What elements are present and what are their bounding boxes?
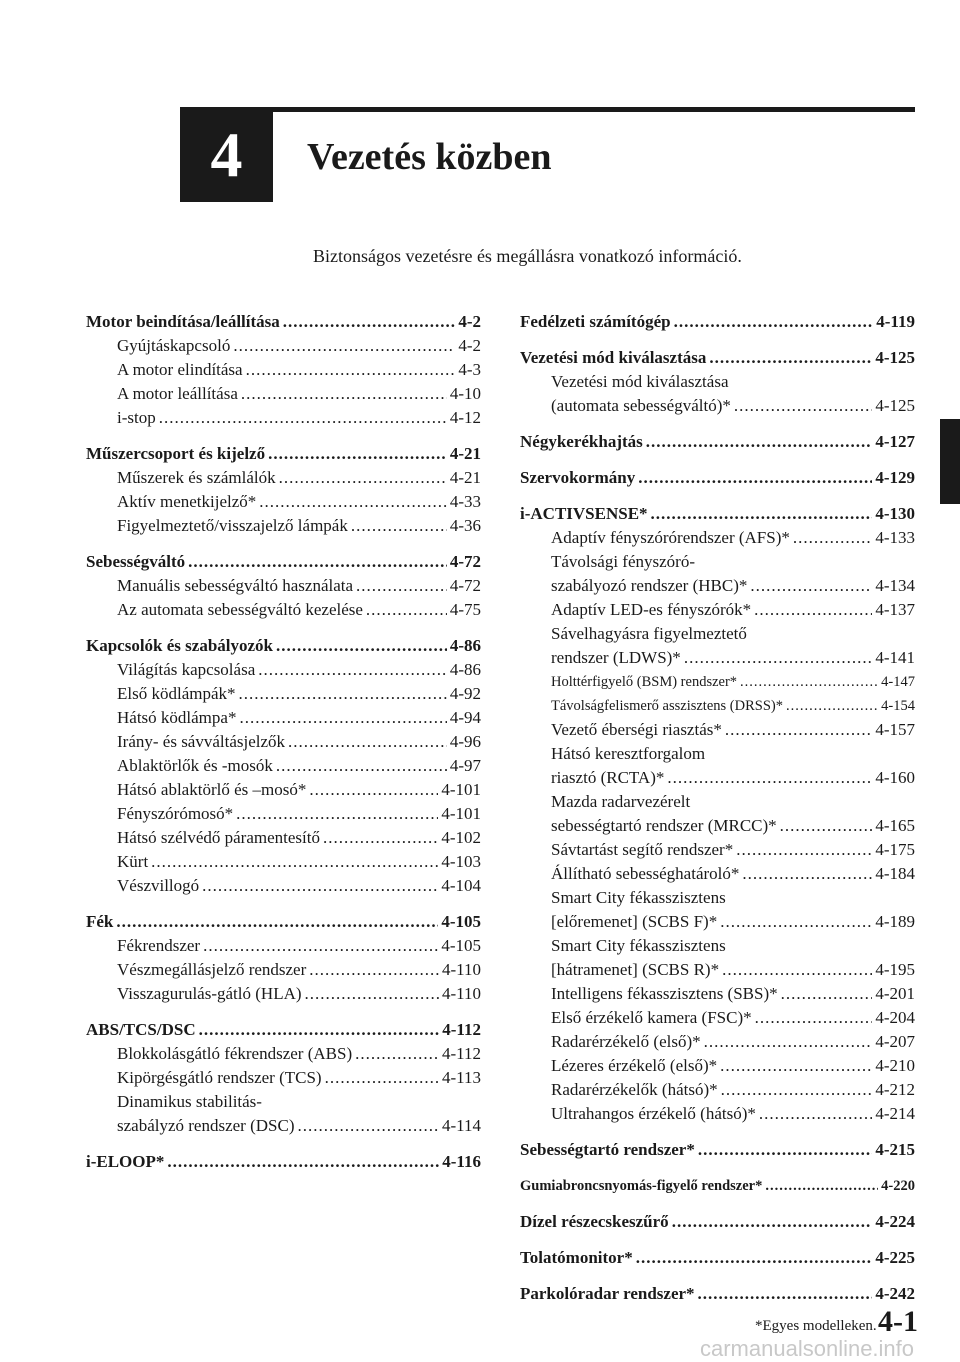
- toc-heading-page: 4-116: [442, 1152, 481, 1171]
- toc-section-heading[interactable]: [520, 502, 915, 526]
- dot-leader: [246, 358, 456, 382]
- toc-entry[interactable]: [86, 754, 481, 778]
- toc-entry-page: 4-113: [441, 1068, 481, 1087]
- toc-section-heading[interactable]: [520, 1174, 915, 1198]
- toc-entry-page: 4-102: [441, 828, 481, 847]
- toc-heading-page: 4-21: [449, 444, 481, 463]
- toc-section: [86, 634, 481, 898]
- toc-entry-page: 4-184: [875, 864, 915, 883]
- toc-entry-page: 4-2: [458, 336, 481, 355]
- toc-entry-title: Gyújtáskapcsoló: [117, 336, 231, 355]
- toc-entry-page: 4-33: [449, 492, 481, 511]
- dot-leader: [646, 430, 873, 454]
- dot-leader: [305, 982, 439, 1006]
- toc-entry[interactable]: [86, 598, 481, 622]
- dot-leader: [351, 514, 447, 538]
- dot-leader: [725, 718, 872, 742]
- toc-entry[interactable]: [86, 490, 481, 514]
- toc-entry-line: Smart City fékasszisztens: [551, 888, 726, 907]
- toc-entry[interactable]: [86, 658, 481, 682]
- toc-section-heading[interactable]: [86, 310, 481, 334]
- toc-entry-page: 4-21: [449, 468, 481, 487]
- dot-leader: [698, 1138, 872, 1162]
- toc-heading-title: i-ACTIVSENSE*: [520, 504, 648, 523]
- chapter-title: Vezetés közben: [307, 136, 552, 178]
- toc-heading-page: 4-72: [449, 552, 481, 571]
- toc-heading-page: 4-220: [881, 1178, 915, 1194]
- toc-entry[interactable]: [86, 826, 481, 850]
- dot-leader: [780, 814, 873, 838]
- toc-section-heading[interactable]: [86, 1018, 481, 1042]
- dot-leader: [793, 526, 872, 550]
- dot-leader: [283, 310, 456, 334]
- dot-leader: [734, 394, 872, 418]
- toc-entry[interactable]: [86, 1066, 481, 1090]
- toc-entry-title: Vészmegállásjelző rendszer: [117, 960, 307, 979]
- toc-entry-title: Ablaktörlők és -mosók: [117, 756, 273, 775]
- toc-entry-title: Radarérzékelő (első)*: [551, 1032, 701, 1051]
- toc-entry[interactable]: [520, 862, 915, 886]
- toc-entry[interactable]: [520, 646, 915, 670]
- toc-entry-title: rendszer (LDWS)*: [551, 648, 681, 667]
- dot-leader: [720, 1054, 872, 1078]
- toc-entry-title: Állítható sebességhatároló*: [551, 864, 740, 883]
- toc-heading-title: Négykerékhajtás: [520, 432, 643, 451]
- dot-leader: [298, 1114, 439, 1138]
- toc-heading-page: 4-125: [875, 348, 915, 367]
- toc-entry-page: 4-97: [449, 756, 481, 775]
- toc-entry-title: Intelligens fékasszisztens (SBS)*: [551, 984, 778, 1003]
- toc-entry-page: 4-10: [449, 384, 481, 403]
- toc-entry-title: Adaptív fényszórórendszer (AFS)*: [551, 528, 790, 547]
- toc-heading-page: 4-242: [875, 1284, 915, 1303]
- dot-leader: [151, 850, 438, 874]
- toc-entry[interactable]: [520, 1030, 915, 1054]
- toc-entry[interactable]: [86, 1114, 481, 1138]
- toc-heading-page: 4-119: [876, 312, 915, 331]
- toc-entry-title: Visszagurulás-gátló (HLA): [117, 984, 302, 1003]
- toc-entry[interactable]: [86, 958, 481, 982]
- toc-entry-line: Smart City fékasszisztens: [551, 936, 726, 955]
- dot-leader: [323, 826, 438, 850]
- toc-entry-title: [előremenet] (SCBS F)*: [551, 912, 718, 931]
- dot-leader: [721, 1078, 873, 1102]
- toc-section-heading[interactable]: [86, 634, 481, 658]
- dot-leader: [239, 682, 447, 706]
- toc-heading-title: Sebességváltó: [86, 552, 186, 571]
- toc-entry[interactable]: [520, 1006, 915, 1030]
- toc-section: [520, 466, 915, 490]
- toc-entry[interactable]: [86, 358, 481, 382]
- toc-entry-page: 4-147: [881, 674, 915, 690]
- toc-entry-page: 4-210: [875, 1056, 915, 1075]
- dot-leader: [698, 1282, 873, 1306]
- dot-leader: [355, 1042, 439, 1066]
- dot-leader: [638, 466, 872, 490]
- chapter-side-tab: [940, 419, 960, 504]
- toc-entry-page: 4-3: [458, 360, 481, 379]
- dot-leader: [236, 802, 438, 826]
- toc-entry-title: Távolságfelismerő asszisztens (DRSS)*: [551, 698, 783, 714]
- toc-entry-line: Távolsági fényszóró-: [551, 552, 695, 571]
- toc-entry[interactable]: [520, 394, 915, 418]
- toc-heading-page: 4-215: [875, 1140, 915, 1159]
- toc-entry-title: Lézeres érzékelő (első)*: [551, 1056, 718, 1075]
- toc-entry[interactable]: [86, 934, 481, 958]
- toc-section-heading[interactable]: [86, 442, 481, 466]
- toc-section: [520, 1174, 915, 1198]
- toc-entry-page: 4-125: [875, 396, 915, 415]
- toc-section: [520, 1282, 915, 1306]
- toc-section-heading[interactable]: [520, 1246, 915, 1270]
- toc-section: [520, 310, 915, 334]
- toc-entry[interactable]: [520, 814, 915, 838]
- toc-heading-title: Parkolóradar rendszer*: [520, 1284, 695, 1303]
- toc-entry-page: 4-141: [875, 648, 915, 667]
- toc-entry-title: Vészvillogó: [117, 876, 200, 895]
- toc-section: [520, 1210, 915, 1234]
- dot-leader: [672, 1210, 873, 1234]
- toc-heading-title: Dízel részecskeszűrő: [520, 1212, 669, 1231]
- toc-entry-page: 4-133: [875, 528, 915, 547]
- toc-heading-title: Szervokormány: [520, 468, 636, 487]
- toc-entry-page: 4-94: [449, 708, 481, 727]
- dot-leader: [759, 1102, 872, 1126]
- toc-entry-title: Vezető éberségi riasztás*: [551, 720, 722, 739]
- toc-entry-title: Világítás kapcsolása: [117, 660, 256, 679]
- dot-leader: [356, 574, 447, 598]
- toc-entry-title: Fékrendszer: [117, 936, 201, 955]
- dot-leader: [755, 1006, 873, 1030]
- toc-entry[interactable]: [520, 1102, 915, 1126]
- toc-entry[interactable]: [520, 958, 915, 982]
- toc-entry-page: 4-212: [875, 1080, 915, 1099]
- toc-entry[interactable]: [520, 838, 915, 862]
- toc-heading-title: Tolatómonitor*: [520, 1248, 633, 1267]
- toc-entry-title: Aktív menetkijelző*: [117, 492, 257, 511]
- chapter-number: 4: [210, 119, 243, 190]
- toc-section: [520, 430, 915, 454]
- toc-section: [86, 310, 481, 430]
- toc-heading-page: 4-86: [449, 636, 481, 655]
- toc-entry[interactable]: [86, 706, 481, 730]
- dot-leader: [203, 934, 438, 958]
- toc-entry-page: 4-175: [875, 840, 915, 859]
- toc-heading-title: Gumiabroncsnyomás-figyelő rendszer*: [520, 1178, 763, 1194]
- toc-entry-title: Műszerek és számlálók: [117, 468, 276, 487]
- toc-section: [520, 1138, 915, 1162]
- toc-section: [520, 502, 915, 1126]
- chapter-number-box: [180, 107, 273, 202]
- page-number: 4-1: [878, 1305, 918, 1338]
- watermark: carmanualsonline.info: [700, 1336, 915, 1361]
- toc-entry[interactable]: [520, 694, 915, 718]
- toc-entry[interactable]: [86, 514, 481, 538]
- toc-entry[interactable]: [520, 526, 915, 550]
- dot-leader: [636, 1246, 873, 1270]
- toc-entry-title: [hátramenet] (SCBS R)*: [551, 960, 720, 979]
- toc-entry[interactable]: [86, 874, 481, 898]
- dot-leader: [684, 646, 873, 670]
- toc-entry-title: Manuális sebességváltó használata: [117, 576, 354, 595]
- toc-heading-page: 4-112: [442, 1020, 481, 1039]
- toc-entry-title: Első ködlámpák*: [117, 684, 236, 703]
- dot-leader: [754, 598, 872, 622]
- toc-heading-title: Sebességtartó rendszer*: [520, 1140, 695, 1159]
- toc-entry[interactable]: [86, 574, 481, 598]
- toc-entry[interactable]: [520, 1078, 915, 1102]
- toc-heading-title: Fék: [86, 912, 114, 931]
- toc-entry-line: Vezetési mód kiválasztása: [551, 372, 729, 391]
- toc-entry-title: Első érzékelő kamera (FSC)*: [551, 1008, 752, 1027]
- toc-entry-line: Sávelhagyásra figyelmeztető: [551, 624, 747, 643]
- dot-leader: [279, 466, 447, 490]
- toc-entry-page: 4-157: [875, 720, 915, 739]
- dot-leader: [720, 910, 872, 934]
- toc-entry[interactable]: [86, 850, 481, 874]
- toc-section-heading[interactable]: [86, 550, 481, 574]
- toc-entry[interactable]: [520, 910, 915, 934]
- dot-leader: [268, 442, 447, 466]
- toc-section: [86, 442, 481, 538]
- top-rule: [180, 107, 915, 112]
- toc-entry-title: A motor elindítása: [117, 360, 243, 379]
- toc-entry[interactable]: [86, 730, 481, 754]
- toc-entry-page: 4-36: [449, 516, 481, 535]
- footnote: *Egyes modelleken.: [755, 1318, 877, 1334]
- toc-entry-page: 4-160: [875, 768, 915, 787]
- toc-entry-page: 4-104: [441, 876, 481, 895]
- toc-entry[interactable]: [520, 598, 915, 622]
- toc-entry-page: 4-86: [449, 660, 481, 679]
- toc-section-heading[interactable]: [86, 910, 481, 934]
- toc-entry-page: 4-105: [441, 936, 481, 955]
- toc-heading-page: 4-130: [875, 504, 915, 523]
- toc-entry-title: Fényszórómosó*: [117, 804, 234, 823]
- toc-entry-title: Kipörgésgátló rendszer (TCS): [117, 1068, 322, 1087]
- toc-entry-line: Dinamikus stabilitás-: [117, 1092, 262, 1111]
- toc-entry[interactable]: [86, 982, 481, 1006]
- toc-heading-page: 4-127: [875, 432, 915, 451]
- toc-entry-title: Az automata sebességváltó kezelése: [117, 600, 363, 619]
- toc-section-heading[interactable]: [520, 310, 915, 334]
- toc-entry-page: 4-154: [881, 698, 915, 714]
- dot-leader: [651, 502, 873, 526]
- dot-leader: [233, 334, 455, 358]
- toc-entry-title: Hátsó ködlámpa*: [117, 708, 237, 727]
- toc-entry-title: i-stop: [117, 408, 156, 427]
- toc-entry-title: Sávtartást segítő rendszer*: [551, 840, 734, 859]
- toc-entry-title: szabályozó rendszer (HBC)*: [551, 576, 748, 595]
- toc-entry-title: szabályzó rendszer (DSC): [117, 1116, 295, 1135]
- dot-leader: [704, 1030, 873, 1054]
- dot-leader: [259, 490, 447, 514]
- toc-entry-page: 4-201: [875, 984, 915, 1003]
- toc-right-column: [520, 310, 915, 1318]
- toc-entry-title: riasztó (RCTA)*: [551, 768, 665, 787]
- toc-entry-title: sebességtartó rendszer (MRCC)*: [551, 816, 777, 835]
- toc-entry-page: 4-110: [441, 984, 481, 1003]
- toc-heading-title: Fedélzeti számítógép: [520, 312, 671, 331]
- toc-entry[interactable]: [86, 682, 481, 706]
- dot-leader: [309, 958, 439, 982]
- toc-entry-page: 4-103: [441, 852, 481, 871]
- toc-entry-title: A motor leállítása: [117, 384, 238, 403]
- toc-entry-line: Mazda radarvezérelt: [551, 792, 691, 811]
- toc-entry[interactable]: [520, 670, 915, 694]
- dot-leader: [276, 634, 447, 658]
- dot-leader: [309, 778, 438, 802]
- toc-heading-title: Motor beindítása/leállítása: [86, 312, 280, 331]
- toc-entry[interactable]: [86, 802, 481, 826]
- toc-heading-title: Vezetési mód kiválasztása: [520, 348, 707, 367]
- toc-entry[interactable]: [520, 766, 915, 790]
- toc-section: [86, 550, 481, 622]
- dot-leader: [288, 730, 447, 754]
- toc-entry-page: 4-101: [441, 804, 481, 823]
- toc-entry-title: Kürt: [117, 852, 149, 871]
- toc-entry-page: 4-165: [875, 816, 915, 835]
- toc-section-heading[interactable]: [520, 1210, 915, 1234]
- toc-entry-page: 4-214: [875, 1104, 915, 1123]
- dot-leader: [781, 982, 873, 1006]
- toc-entry[interactable]: [86, 382, 481, 406]
- toc-entry-page: 4-75: [449, 600, 481, 619]
- toc-heading-page: 4-129: [875, 468, 915, 487]
- toc-entry-page: 4-96: [449, 732, 481, 751]
- toc-entry-title: Adaptív LED-es fényszórók*: [551, 600, 752, 619]
- toc-entry-page: 4-189: [875, 912, 915, 931]
- toc-section-heading[interactable]: [86, 1150, 481, 1174]
- toc-entry-page: 4-204: [875, 1008, 915, 1027]
- toc-entry-page: 4-134: [875, 576, 915, 595]
- toc-heading-title: Kapcsolók és szabályozók: [86, 636, 274, 655]
- toc-section: [520, 346, 915, 418]
- toc-heading-page: 4-2: [458, 312, 481, 331]
- dot-leader: [116, 910, 438, 934]
- toc-heading-page: 4-224: [875, 1212, 915, 1231]
- dot-leader: [674, 310, 874, 334]
- toc-heading-page: 4-105: [441, 912, 481, 931]
- toc-section-heading[interactable]: [520, 1138, 915, 1162]
- dot-leader: [736, 838, 872, 862]
- dot-leader: [258, 658, 447, 682]
- dot-leader: [786, 694, 878, 718]
- dot-leader: [202, 874, 438, 898]
- dot-leader: [740, 670, 878, 694]
- toc-heading-page: 4-225: [875, 1248, 915, 1267]
- toc-heading-title: Műszercsoport és kijelző: [86, 444, 266, 463]
- dot-leader: [188, 550, 447, 574]
- toc-section: [86, 910, 481, 1006]
- dot-leader: [709, 346, 872, 370]
- dot-leader: [722, 958, 872, 982]
- toc-entry-page: 4-114: [441, 1116, 481, 1135]
- dot-leader: [276, 754, 447, 778]
- toc-entry-title: Irány- és sávváltásjelzők: [117, 732, 286, 751]
- toc-section-heading[interactable]: [520, 1282, 915, 1306]
- toc-entry-title: Figyelmeztető/visszajelző lámpák: [117, 516, 348, 535]
- toc-entry[interactable]: [86, 778, 481, 802]
- toc-entry-page: 4-12: [449, 408, 481, 427]
- toc-entry-page: 4-112: [441, 1044, 481, 1063]
- toc-left-column: [86, 310, 481, 1186]
- toc-section: [86, 1018, 481, 1138]
- toc-entry-title: Blokkolásgátló fékrendszer (ABS): [117, 1044, 353, 1063]
- dot-leader: [159, 406, 447, 430]
- toc-entry-title: Holttérfigyelő (BSM) rendszer*: [551, 674, 738, 690]
- toc-entry-page: 4-207: [875, 1032, 915, 1051]
- toc-entry-page: 4-110: [441, 960, 481, 979]
- toc-entry-page: 4-137: [875, 600, 915, 619]
- toc-section-heading[interactable]: [520, 466, 915, 490]
- toc-heading-title: ABS/TCS/DSC: [86, 1020, 196, 1039]
- toc-entry-title: Hátsó ablaktörlő és –mosó*: [117, 780, 307, 799]
- toc-section: [86, 1150, 481, 1174]
- toc-entry-page: 4-72: [449, 576, 481, 595]
- dot-leader: [241, 382, 447, 406]
- toc-entry[interactable]: [86, 466, 481, 490]
- dot-leader: [199, 1018, 440, 1042]
- toc-entry-page: 4-195: [875, 960, 915, 979]
- toc-entry-page: 4-101: [441, 780, 481, 799]
- toc-section: [520, 1246, 915, 1270]
- toc-entry[interactable]: [520, 718, 915, 742]
- toc-entry-title: Radarérzékelők (hátsó)*: [551, 1080, 718, 1099]
- toc-entry-line: Hátsó keresztforgalom: [551, 744, 706, 763]
- chapter-subtitle: Biztonságos vezetésre és megállásra vonatkozó információ.: [313, 246, 742, 266]
- dot-leader: [742, 862, 872, 886]
- dot-leader: [325, 1066, 439, 1090]
- dot-leader: [239, 706, 446, 730]
- toc-section-heading[interactable]: [520, 430, 915, 454]
- dot-leader: [667, 766, 872, 790]
- toc-entry[interactable]: [86, 334, 481, 358]
- toc-entry[interactable]: [520, 1054, 915, 1078]
- dot-leader: [750, 574, 872, 598]
- toc-entry[interactable]: [520, 574, 915, 598]
- toc-entry-title: Hátsó szélvédő páramentesítő: [117, 828, 320, 847]
- toc-entry[interactable]: [86, 1042, 481, 1066]
- toc-entry[interactable]: [86, 406, 481, 430]
- toc-section-heading[interactable]: [520, 346, 915, 370]
- dot-leader: [167, 1150, 439, 1174]
- toc-entry-title: (automata sebességváltó)*: [551, 396, 731, 415]
- dot-leader: [765, 1174, 878, 1198]
- dot-leader: [366, 598, 447, 622]
- toc-entry-page: 4-92: [449, 684, 481, 703]
- toc-heading-title: i-ELOOP*: [86, 1152, 165, 1171]
- toc-entry[interactable]: [520, 982, 915, 1006]
- toc-entry-title: Ultrahangos érzékelő (hátsó)*: [551, 1104, 756, 1123]
